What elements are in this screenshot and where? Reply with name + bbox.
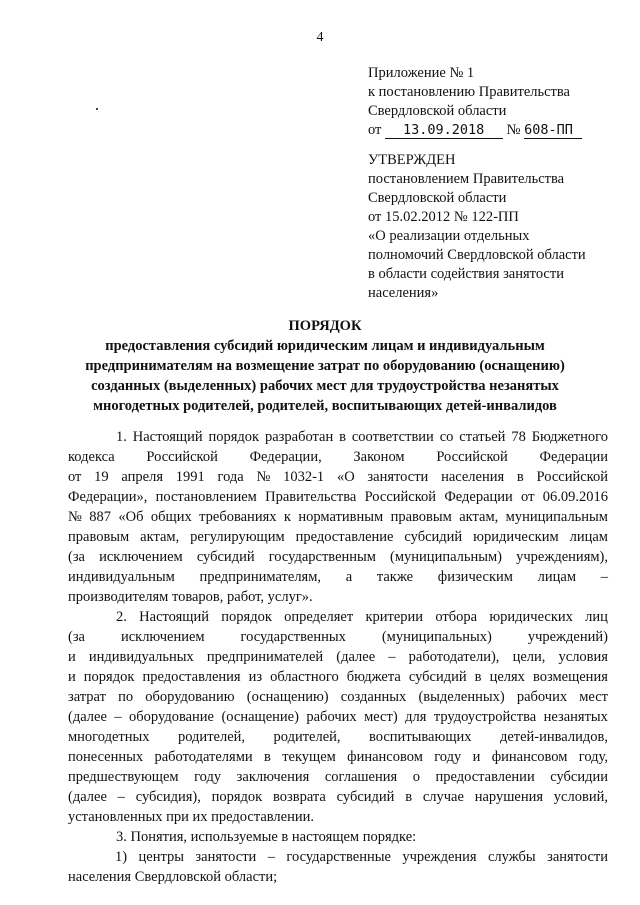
approved-line: полномочий Свердловской области [368, 247, 586, 263]
body-line: и индивидуальных предпринимателей (далее – работодатели), цели, условия [68, 649, 608, 665]
body-line: от 19 апреля 1991 года № 1032-1 «О занятости населения в Российской [68, 469, 608, 485]
appendix-line-2: к постановлению Правительства [368, 84, 570, 100]
body-line: производителям товаров, работ, услуг». [68, 589, 313, 605]
approved-line: в области содействия занятости [368, 266, 564, 282]
appendix-line-1: Приложение № 1 [368, 65, 475, 81]
approved-line: «О реализации отдельных [368, 228, 530, 244]
date-value: 13.09.2018 [385, 123, 503, 139]
title-heading: ПОРЯДОК [288, 318, 362, 334]
scan-speck [96, 108, 98, 110]
body-line: (за исключением государственных (муниципальных) учреждений) [68, 629, 608, 645]
body-line: затрат по оборудованию (оснащению) созданных (выделенных) рабочих мест [68, 689, 608, 705]
body-line: 1) центры занятости – государственные учреждения службы занятости [115, 849, 608, 865]
body-line: понесенных работодателями в текущем финансовом году и финансовом году, [68, 749, 608, 765]
body-line: (далее – субсидия), порядок возврата субсидий в случае нарушения условий, [68, 789, 608, 805]
approved-line: постановлением Правительства [368, 171, 565, 187]
appendix-block [368, 64, 628, 140]
body-line: 1. Настоящий порядок разработан в соответствии со статьей 78 Бюджетного [116, 429, 608, 445]
body-line: Федерации», постановлением Правительства Российской Федерации от 06.09.2016 [68, 489, 608, 505]
approved-block [368, 151, 628, 303]
title-line: предоставления субсидий юридическим лицам и индивидуальным [105, 338, 545, 354]
number-prefix: № [506, 122, 521, 138]
body-text [68, 427, 608, 887]
body-line: (далее – оборудование (оснащение) рабочих мест) для трудоустройства незанятых [68, 709, 608, 725]
date-prefix: от [368, 122, 382, 138]
body-line: многодетных родителей, родителей, воспитывающих детей-инвалидов, [68, 729, 608, 745]
body-line: (за исключением субсидий государственным (муниципальным) учреждениям), [68, 549, 608, 565]
body-line: индивидуальным предпринимателям, а также физическим лицам – [68, 569, 608, 585]
body-line: 3. Понятия, используемые в настоящем порядке: [116, 829, 417, 845]
body-line: кодекса Российской Федерации, Законом Российской Федерации [68, 449, 608, 465]
body-line: предшествующем году заключения соглашения о предоставлении субсидии [68, 769, 608, 785]
body-line: установленных при их предоставлении. [68, 809, 314, 825]
body-line: правовым актам, регулирующим предоставление субсидий юридическим лицам [68, 529, 608, 545]
number-value: 608-ПП [524, 123, 582, 139]
document-title [60, 316, 590, 416]
body-line: и порядок предоставления из областного бюджета субсидий в целях возмещения [68, 669, 608, 685]
title-line: созданных (выделенных) рабочих мест для трудоустройства незанятых [91, 378, 559, 394]
title-line: многодетных родителей, родителей, воспитывающих детей-инвалидов [93, 398, 557, 414]
title-line: предпринимателям на возмещение затрат по оборудованию (оснащению) [85, 358, 565, 374]
page-number: 4 [316, 30, 324, 45]
body-line: 2. Настоящий порядок определяет критерии отбора юридических лиц [116, 609, 608, 625]
appendix-line-3: Свердловской области [368, 103, 507, 119]
body-line: населения Свердловской области; [68, 869, 278, 885]
approved-line: Свердловской области [368, 190, 507, 206]
body-line: № 887 «Об общих требованиях к нормативным правовым актам, муниципальным [68, 509, 608, 525]
approved-line: населения» [368, 285, 439, 301]
approved-heading: УТВЕРЖДЕН [368, 152, 456, 168]
appendix-date-line [368, 121, 628, 140]
approved-line: от 15.02.2012 № 122-ПП [368, 209, 519, 225]
